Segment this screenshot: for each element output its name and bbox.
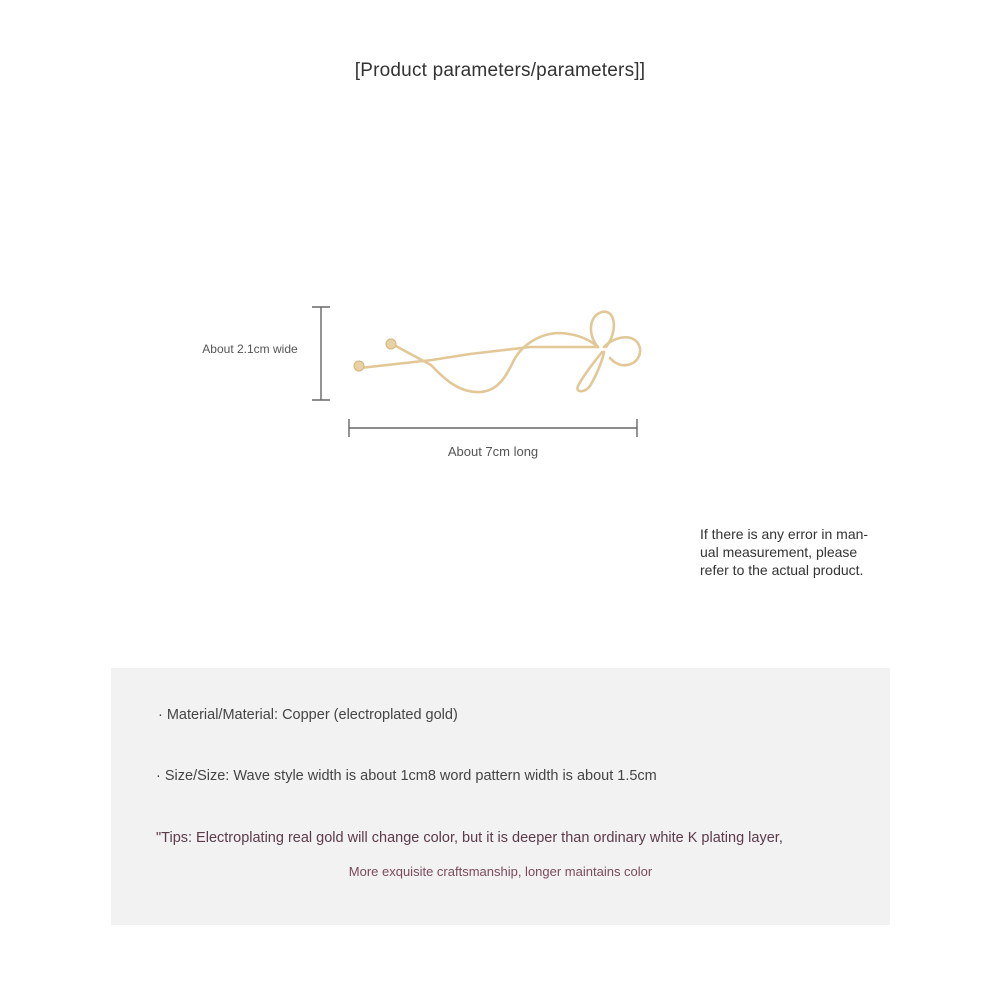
size-spec: · Size/Size: Wave style width is about 1cm8 word pattern width is about 1.5cm: [156, 768, 657, 784]
disclaimer-line: refer to the actual product.: [700, 562, 864, 578]
width-label: About 2.1cm wide: [202, 342, 298, 356]
page-title: [Product parameters/parameters]]: [354, 60, 646, 81]
length-label: About 7cm long: [447, 444, 539, 459]
tips-subtext: More exquisite craftsmanship, longer maintains color: [348, 864, 653, 879]
length-dimension-line: [349, 419, 637, 437]
disclaimer-line: ual measurement, please: [700, 544, 858, 560]
disclaimer-line: If there is any error in man-: [700, 526, 869, 542]
material-spec: · Material/Material: Copper (electroplated gold): [158, 707, 458, 723]
tips-text: "Tips: Electroplating real gold will change color, but it is deeper than ordinary white K plating layer,: [156, 830, 783, 846]
measurement-disclaimer: [700, 525, 900, 579]
product-info-panel: [111, 668, 890, 925]
bow-hairpin-icon: [360, 312, 640, 392]
